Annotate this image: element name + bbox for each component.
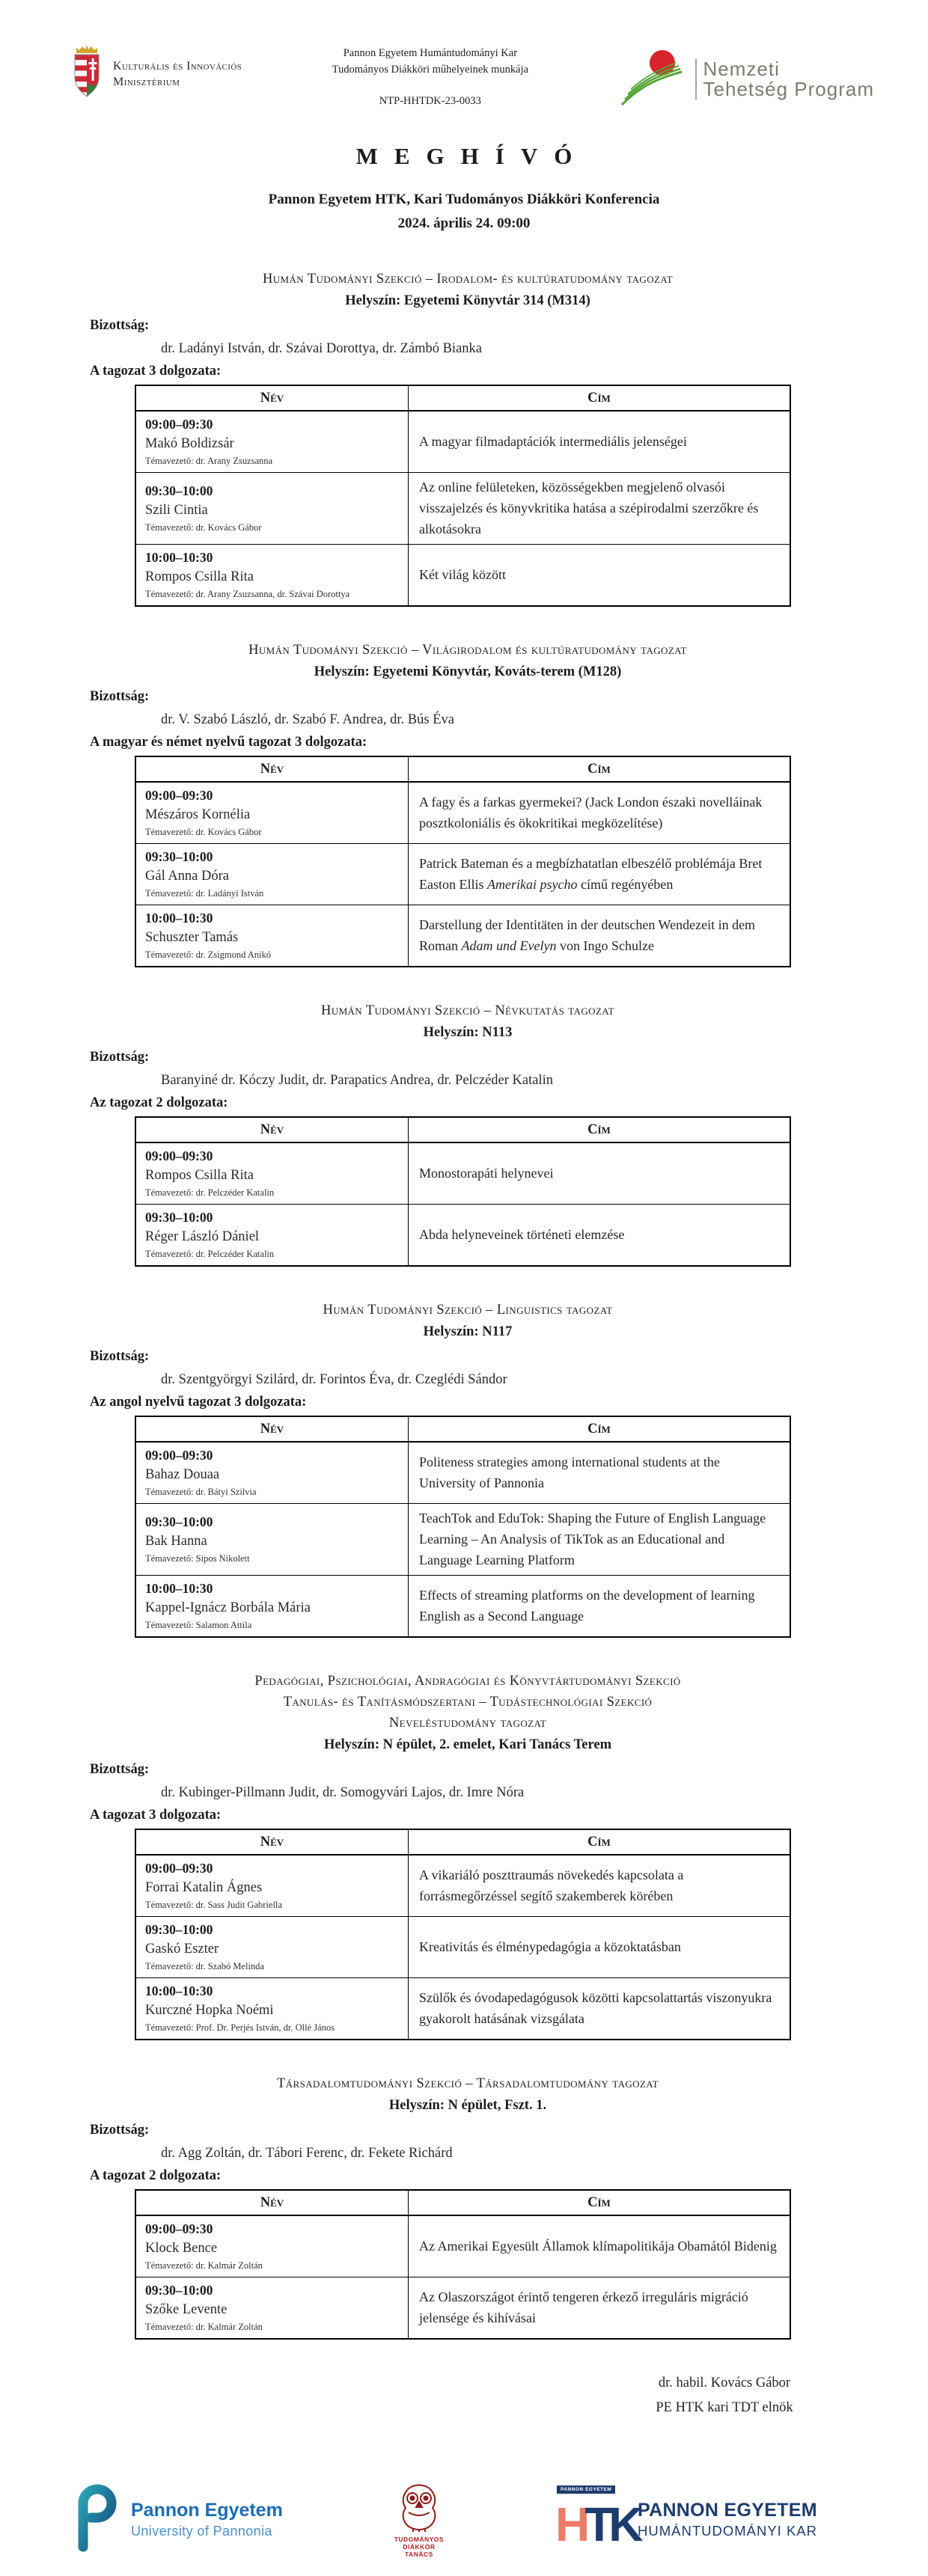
conference-section <box>90 1300 846 1638</box>
section-location: Helyszín: N épület, 2. emelet, Kari Tanács Terem <box>323 1737 611 1752</box>
paper-title <box>419 914 779 956</box>
committee-members: dr. Agg Zoltán, dr. Tábori Ferenc, dr. Fekete Richárd <box>161 2146 453 2161</box>
paper-title-segment: Patrick Bateman és a megbízhatatlan elbeszélő problémája Bret Easton Ellis <box>419 856 763 892</box>
conference-subtitle <box>0 188 928 236</box>
supervisor-name: Témavezető: dr. Pelczéder Katalin <box>145 1187 275 1198</box>
htk-letters-tk: TK <box>584 2497 638 2551</box>
htk-badge-icon <box>555 2484 638 2556</box>
hungarian-coat-of-arms-icon <box>71 43 103 104</box>
paper-title-segment: Monostorapáti helynevei <box>419 1166 554 1181</box>
paper-title <box>419 477 779 539</box>
session-time: 09:00–09:30 <box>145 788 213 803</box>
session-time: 09:30–10:00 <box>145 1922 213 1937</box>
column-header-cim: Cím <box>409 2190 791 2215</box>
session-time: 09:00–09:30 <box>145 1148 213 1163</box>
section-location: Helyszín: N épület, Fszt. 1. <box>388 2098 547 2113</box>
ministry-logo <box>71 43 242 104</box>
committee-label: Bizottság: <box>90 689 150 704</box>
ministry-name-line1: Kulturális és Innovációs <box>113 59 242 73</box>
footer-logos-row <box>0 2464 928 2576</box>
section-location: Helyszín: Egyetemi Könyvtár 314 (M314) <box>345 293 590 308</box>
speaker-name: Gál Anna Dóra <box>145 869 229 884</box>
ntp-name <box>695 59 874 100</box>
paper-title-segment: című regényében <box>577 877 674 892</box>
column-header-cim: Cím <box>409 385 791 411</box>
paper-title-cell <box>409 844 791 905</box>
faculty-line1: Pannon Egyetem Humántudományi Kar <box>343 47 518 59</box>
supervisor-name: Témavezető: dr. Szabó Melinda <box>145 1961 264 1971</box>
committee-label: Bizottság: <box>90 318 150 333</box>
tdk-council-logo <box>378 2482 460 2558</box>
section-heading: Pedagógiai, Pszichológiai, Andragógiai és Könyvtártudományi Szekció <box>254 1674 681 1689</box>
papers-table <box>135 1116 791 1267</box>
committee-label: Bizottság: <box>90 1349 150 1364</box>
works-count-label: A tagozat 3 dolgozata: <box>90 1808 222 1823</box>
table-header-row <box>135 1829 790 1855</box>
speaker-name: Gaskó Eszter <box>145 1942 219 1957</box>
session-time: 09:00–09:30 <box>145 1861 213 1876</box>
paper-title-cell <box>409 1855 791 1917</box>
speaker-cell <box>135 1142 409 1205</box>
htk-letter-h: H <box>555 2497 585 2551</box>
paper-title <box>419 1987 779 2029</box>
table-row <box>135 782 790 844</box>
paper-title-segment: Abda helyneveinek történeti elemzése <box>419 1227 625 1242</box>
speaker-cell <box>135 1978 409 2040</box>
humanities-faculty-text <box>638 2499 817 2541</box>
table-header-row <box>135 756 790 782</box>
speaker-name: Kappel-Ignácz Borbála Mária <box>145 1600 311 1615</box>
session-time: 09:00–09:30 <box>145 2221 213 2236</box>
speaker-cell <box>135 844 409 905</box>
document-title: MEGHÍVÓ <box>355 143 589 169</box>
speaker-cell <box>135 782 409 844</box>
table-header-row <box>135 385 790 411</box>
table-row <box>135 1576 790 1638</box>
pannon-university-text <box>131 2499 283 2541</box>
papers-table <box>135 2189 791 2340</box>
section-location: Helyszín: N113 <box>423 1025 513 1040</box>
committee-members: dr. V. Szabó László, dr. Szabó F. Andrea, dr. Bús Éva <box>161 712 454 727</box>
committee-label: Bizottság: <box>90 1050 150 1065</box>
column-header-cim: Cím <box>409 1416 791 1442</box>
session-time: 09:30–10:00 <box>145 849 213 864</box>
tdk-council-line3: TANÁCS <box>405 2550 433 2558</box>
works-count-label: A tagozat 3 dolgozata: <box>90 364 222 379</box>
column-header-nev: Név <box>135 756 409 782</box>
paper-title-segment: Effects of streaming platforms on the development of learning English as a Second Language <box>419 1588 755 1624</box>
tdk-council-line1: TUDOMÁNYOS <box>394 2535 445 2543</box>
paper-title-segment: Szülők és óvodapedagógusok közötti kapcsolattartás viszonyukra gyakorolt hatásának vizsgálata <box>419 1990 772 2026</box>
ntp-swoosh-icon <box>619 46 688 111</box>
speaker-cell <box>135 1442 409 1504</box>
column-header-nev: Név <box>135 2190 409 2215</box>
supervisor-name: Témavezető: dr. Pelczéder Katalin <box>145 1249 275 1259</box>
works-count-label: A magyar és német nyelvű tagozat 3 dolgozata: <box>90 735 367 750</box>
paper-title-cell <box>409 1917 791 1978</box>
paper-title-cell <box>409 2215 791 2277</box>
speaker-cell <box>135 473 409 545</box>
papers-table <box>135 1416 791 1638</box>
paper-title-cell <box>409 782 791 844</box>
paper-title-segment: Az online felületeken, közösségekben megjelenő olvasói visszajelzés és könyvkritika hatása a szépirodalmi szerzőkre és alkotásokra <box>419 480 759 536</box>
table-row <box>135 1504 790 1576</box>
table-row <box>135 2215 790 2277</box>
paper-title-segment: Két világ között <box>419 567 506 582</box>
paper-title <box>419 1224 779 1245</box>
supervisor-name: Témavezető: dr. Bátyi Szilvia <box>145 1487 257 1497</box>
ministry-name <box>113 58 242 90</box>
section-heading: Humán Tudományi Szekció – Irodalom- és kultúratudomány tagozat <box>262 272 674 287</box>
committee-members: dr. Szentgyörgyi Szilárd, dr. Forintos Éva, dr. Czeglédi Sándor <box>161 1372 507 1387</box>
paper-title <box>419 564 779 585</box>
supervisor-name: Témavezető: Salamon Attila <box>145 1620 252 1630</box>
ntp-name-line2: Tehetség Program <box>703 77 874 100</box>
paper-title-cell <box>409 1142 791 1205</box>
paper-title <box>419 1163 779 1184</box>
table-row <box>135 1978 790 2040</box>
speaker-name: Makó Boldizsár <box>145 436 234 451</box>
paper-title <box>419 1451 779 1493</box>
speaker-cell <box>135 1205 409 1267</box>
paper-title-segment: A fagy és a farkas gyermekei? (Jack London északi novelláinak posztkoloniális és ökokritikai megközelítése) <box>419 795 763 830</box>
column-header-nev: Név <box>135 385 409 411</box>
conference-section <box>90 640 846 967</box>
owl-icon <box>395 2522 443 2535</box>
column-header-cim: Cím <box>409 1829 791 1855</box>
speaker-cell <box>135 1917 409 1978</box>
committee-label: Bizottság: <box>90 1762 150 1777</box>
paper-title-segment: Az Olaszországot érintő tengeren érkező irreguláris migráció jelensége és kihívásai <box>419 2289 748 2325</box>
table-row <box>135 545 790 607</box>
speaker-name: Kurczné Hopka Noémi <box>145 2003 274 2018</box>
committee-label: Bizottság: <box>90 2123 150 2138</box>
speaker-cell <box>135 2215 409 2277</box>
htk-badge-top-label: PANNON EGYETEM <box>557 2485 615 2494</box>
speaker-name: Réger László Dániel <box>145 1229 260 1244</box>
conference-section <box>90 1671 846 2040</box>
paper-title <box>419 853 779 895</box>
speaker-cell <box>135 1576 409 1638</box>
committee-members: Baranyiné dr. Kóczy Judit, dr. Parapatics Andrea, dr. Pelczéder Katalin <box>161 1073 553 1088</box>
paper-title-segment: Darstellung der Identitäten in der deutschen Wendezeit in dem Roman <box>419 917 756 953</box>
conference-datetime: 2024. április 24. 09:00 <box>397 215 531 231</box>
signature-name: dr. habil. Kovács Gábor <box>658 2375 791 2390</box>
paper-title <box>419 2286 779 2328</box>
table-row <box>135 1442 790 1504</box>
conference-section <box>90 1000 846 1267</box>
paper-title-cell <box>409 473 791 545</box>
paper-title-segment: A magyar filmadaptációk intermediális jelenségei <box>419 434 687 449</box>
supervisor-name: Témavezető: dr. Kalmár Zoltán <box>145 2260 263 2271</box>
speaker-cell <box>135 545 409 607</box>
ntp-logo <box>619 46 874 111</box>
paper-title <box>419 1508 779 1570</box>
paper-title-cell <box>409 905 791 967</box>
signature-block <box>620 2371 829 2420</box>
speaker-name: Szőke Levente <box>145 2302 228 2317</box>
table-row <box>135 2277 790 2340</box>
table-row <box>135 1142 790 1205</box>
committee-members: dr. Kubinger-Pillmann Judit, dr. Somogyvári Lajos, dr. Imre Nóra <box>161 1785 525 1800</box>
section-location: Helyszín: Egyetemi Könyvtár, Kováts-terem (M128) <box>314 664 622 679</box>
speaker-name: Klock Bence <box>145 2241 218 2256</box>
session-time: 09:30–10:00 <box>145 1514 213 1529</box>
section-heading: Humán Tudományi Szekció – Linguistics tagozat <box>323 1303 613 1318</box>
paper-title-segment: Politeness strategies among international students at the University of Pannonia <box>419 1454 720 1490</box>
speaker-name: Mészáros Kornélia <box>145 807 251 822</box>
session-time: 10:00–10:30 <box>145 550 213 565</box>
table-row <box>135 1205 790 1267</box>
speaker-name: Rompos Csilla Rita <box>145 1168 254 1183</box>
session-time: 10:00–10:30 <box>145 1581 213 1596</box>
committee-members: dr. Ladányi István, dr. Szávai Dorottya, dr. Zámbó Bianka <box>161 341 482 356</box>
paper-title-segment: A vikariáló poszttraumás növekedés kapcsolata a forrásmegőrzéssel segítő szakemberek körében <box>419 1867 684 1903</box>
works-count-label: Az angol nyelvű tagozat 3 dolgozata: <box>90 1395 307 1410</box>
pannon-university-name: Pannon Egyetem <box>131 2500 283 2521</box>
column-header-nev: Név <box>135 1829 409 1855</box>
session-time: 09:30–10:00 <box>145 1210 213 1225</box>
column-header-cim: Cím <box>409 756 791 782</box>
paper-title-segment: Az Amerikai Egyesült Államok klímapolitikája Obamától Bidenig <box>419 2239 777 2254</box>
session-time: 09:00–09:30 <box>145 417 213 432</box>
table-row <box>135 411 790 473</box>
speaker-name: Forrai Katalin Ágnes <box>145 1880 263 1895</box>
supervisor-name: Témavezető: dr. Ladányi István <box>145 888 264 899</box>
speaker-name: Schuszter Tamás <box>145 930 239 945</box>
session-time: 09:30–10:00 <box>145 483 213 498</box>
table-row <box>135 844 790 905</box>
table-row <box>135 473 790 545</box>
ministry-name-line2: Minisztérium <box>113 75 180 88</box>
header-center-text <box>332 45 528 109</box>
paper-title <box>419 2236 779 2257</box>
signature-role: PE HTK kari TDT elnök <box>656 2400 793 2415</box>
column-header-nev: Név <box>135 1117 409 1142</box>
speaker-cell <box>135 2277 409 2340</box>
conference-name: Pannon Egyetem HTK, Kari Tudományos Diákköri Konferencia <box>268 192 660 207</box>
speaker-name: Rompos Csilla Rita <box>145 569 254 584</box>
paper-title <box>419 1936 779 1957</box>
conference-section <box>90 2073 846 2340</box>
supervisor-name: Témavezető: dr. Kovács Gábor <box>145 827 262 837</box>
supervisor-name: Témavezető: dr. Arany Zsuzsanna, dr. Szávai Dorottya <box>145 589 350 599</box>
papers-table <box>135 1829 791 2040</box>
htk-badge-letters <box>555 2496 638 2553</box>
works-count-label: Az tagozat 2 dolgozata: <box>90 1095 228 1110</box>
column-header-nev: Név <box>135 1416 409 1442</box>
section-location: Helyszín: N117 <box>423 1324 513 1339</box>
session-time: 09:30–10:00 <box>145 2283 213 2298</box>
tdk-council-line2: DIÁKKÖR <box>403 2542 436 2551</box>
humanities-faculty-logo <box>555 2484 817 2556</box>
paper-title-cell <box>409 2277 791 2340</box>
supervisor-name: Témavezető: Prof. Dr. Perjés István, dr. Ollé János <box>145 2022 335 2033</box>
paper-title-cell <box>409 1442 791 1504</box>
paper-title-cell <box>409 1576 791 1638</box>
speaker-cell <box>135 1855 409 1917</box>
supervisor-name: Témavezető: Sipos Nikolett <box>145 1553 250 1564</box>
pannon-p-icon <box>71 2484 119 2557</box>
table-row <box>135 1855 790 1917</box>
speaker-name: Bak Hanna <box>145 1534 207 1549</box>
section-heading: Társadalomtudományi Szekció – Társadalomtudomány tagozat <box>277 2076 659 2091</box>
speaker-cell <box>135 411 409 473</box>
section-heading: Humán Tudományi Szekció – Névkutatás tagozat <box>321 1003 614 1018</box>
supervisor-name: Témavezető: dr. Sass Judit Gabriella <box>145 1900 282 1910</box>
section-heading: Neveléstudomány tagozat <box>388 1716 547 1731</box>
works-count-label: A tagozat 2 dolgozata: <box>90 2168 222 2183</box>
grant-code: NTP-HHTDK-23-0033 <box>379 95 481 107</box>
speaker-cell <box>135 1504 409 1576</box>
paper-title <box>419 431 779 452</box>
header-logos-row <box>0 43 928 111</box>
section-heading: Tanulás- és Tanításmódszertani – Tudástechnológiai Szekció <box>283 1695 653 1710</box>
table-row <box>135 1917 790 1978</box>
paper-title-segment: Kreativitás és élménypedagógia a közoktatásban <box>419 1939 681 1954</box>
humanities-faculty-university: PANNON EGYETEM <box>637 2500 817 2521</box>
humanities-faculty-name: HUMÁNTUDOMÁNYI KAR <box>637 2523 817 2539</box>
paper-title-cell <box>409 1205 791 1267</box>
paper-title-cell <box>409 411 791 473</box>
pannon-university-name-en: University of Pannonia <box>131 2524 272 2539</box>
session-time: 10:00–10:30 <box>145 911 213 926</box>
conference-section <box>90 269 846 607</box>
speaker-name: Bahaz Douaa <box>145 1467 220 1482</box>
column-header-cim: Cím <box>409 1117 791 1142</box>
paper-title-segment: TeachTok and EduTok: Shaping the Future of English Language Learning – An Analysis of TikTok as an Educational and Language Learning Platform <box>419 1511 766 1567</box>
session-time: 09:00–09:30 <box>145 1448 213 1463</box>
paper-title-cell <box>409 1504 791 1576</box>
sections-container <box>0 269 928 2340</box>
table-header-row <box>135 2190 790 2215</box>
ntp-name-line1: Nemzeti <box>703 57 780 80</box>
section-heading: Humán Tudományi Szekció – Világirodalom és kultúratudomány tagozat <box>248 643 687 658</box>
table-row <box>135 905 790 967</box>
papers-table <box>135 756 791 967</box>
supervisor-name: Témavezető: dr. Zsigmond Anikó <box>145 949 272 960</box>
papers-table <box>135 385 791 607</box>
paper-title <box>419 1585 779 1627</box>
supervisor-name: Témavezető: dr. Arany Zsuzsanna <box>145 456 273 466</box>
table-header-row <box>135 1416 790 1442</box>
paper-title-segment: Amerikai psycho <box>487 877 578 892</box>
paper-title <box>419 792 779 833</box>
paper-title-segment: von Ingo Schulze <box>556 938 654 953</box>
faculty-line2: Tudományos Diákköri műhelyeinek munkája <box>332 64 529 76</box>
paper-title <box>419 1864 779 1906</box>
speaker-name: Szili Cintia <box>145 503 208 518</box>
pannon-university-logo <box>71 2484 283 2557</box>
session-time: 10:00–10:30 <box>145 1983 213 1998</box>
supervisor-name: Témavezető: dr. Kovács Gábor <box>145 522 262 533</box>
paper-title-cell <box>409 545 791 607</box>
supervisor-name: Témavezető: dr. Kalmár Zoltán <box>145 2322 263 2332</box>
speaker-cell <box>135 905 409 967</box>
tdk-council-text <box>378 2536 460 2558</box>
table-header-row <box>135 1117 790 1142</box>
paper-title-cell <box>409 1978 791 2040</box>
paper-title-segment: Adam und Evelyn <box>461 938 557 953</box>
